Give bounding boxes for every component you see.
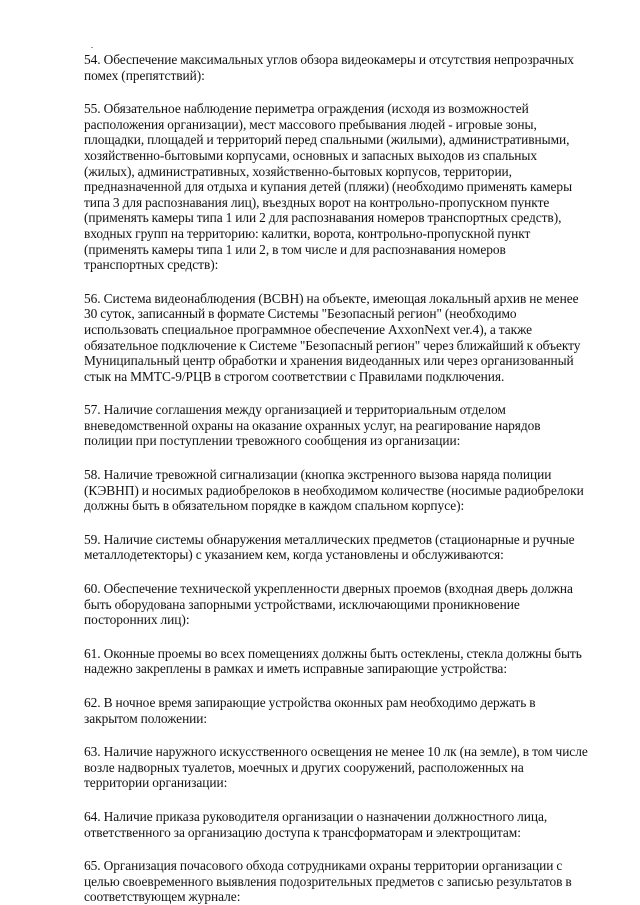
paragraph-61: 61. Оконные проемы во всех помещениях должны быть остеклены, стекла должны быть надежно закреплены в рамках и иметь исправные запирающие устройства: bbox=[84, 645, 582, 677]
paragraph-65: 65. Организация почасового обхода сотрудниками охраны территории организации с целью своевременного выявления подозрительных предметов с записью результатов в соответствующем журнале: bbox=[84, 858, 572, 905]
paragraph-56: 56. Система видеонаблюдения (ВСВН) на объекте, имеющая локальный архив не менее 30 суток, записанный в формате Системы "Безопасный регион" (необходимо использовать специальное программное обеспечение AxxonNext ver.4), а также обязательное подключение к Системе "Безопасный регион" через ближайший к объекту Муниципальный центр обработки и хранения видеоданных или через организованный стык на ММТС-9/РЦВ в строгом соответствии с Правилами подключения. bbox=[84, 290, 581, 384]
paragraph-58: 58. Наличие тревожной сигнализации (кнопка экстренного вызова наряда полиции (КЭВНП) и носимых радиобрелоков в необходимом количестве (носимые радиобрелоки должны быть в обязательном порядке в каждом спальном корпусе): bbox=[84, 467, 584, 514]
paragraph-64: 64. Наличие приказа руководителя организации о назначении должностного лица, ответственного за организацию доступа к трансформаторам и электрощитам: bbox=[84, 808, 548, 840]
paragraph-54: 54. Обеспечение максимальных углов обзора видеокамеры и отсутствия непрозрачных помех (препятствий): bbox=[84, 52, 574, 83]
paragraph-55: 55. Обязательное наблюдение периметра ограждения (исходя из возможностей расположения организации), мест массового пребывания людей - игровые зоны, площадки, площадей и территорий перед спальными (жилыми), административными, хозяйственно-бытовыми корпусами, основных и запасных выходов из спальных (жилых), административных, хозяйственно-бытовых корпусов, территории, предназначенной для отдыха и купания детей (пляжи) (необходимо применять камеры типа 3 для распознавания лиц), въездных ворот на контрольно-пропускном пункте (применять камеры типа 1 или 2 для распознавания номеров транспортных средств), входных групп на территорию: калитки, ворота, контрольно-пропускной пункт (применять камеры типа 1 или 2, в том числе и для распознавания номеров транспортных средств): bbox=[84, 101, 573, 273]
paragraph-63: 63. Наличие наружного искусственного освещения не менее 10 лк (на земле), в том числе возле надворных туалетов, моечных и других сооружений, расположенных на территории организации: bbox=[84, 744, 588, 791]
paragraph-59: 59. Наличие системы обнаружения металлических предметов (стационарные и ручные металлодетекторы) с указанием кем, когда установлены и обслуживаются: bbox=[84, 531, 575, 563]
paragraph-60: 60. Обеспечение технической укрепленности дверных проемов (входная дверь должна быть оборудована запорными устройствами, исключающими проникновение посторонних лиц): bbox=[84, 581, 573, 628]
scan-speck bbox=[91, 47, 93, 48]
paragraph-57: 57. Наличие соглашения между организацией и территориальным отделом вневедомственной охраны на оказание охранных услуг, на реагирование нарядов полиции при поступлении тревожного сообщения из организации: bbox=[84, 402, 541, 449]
paragraph-62: 62. В ночное время запирающие устройства оконных рам необходимо держать в закрытом положении: bbox=[84, 695, 536, 726]
